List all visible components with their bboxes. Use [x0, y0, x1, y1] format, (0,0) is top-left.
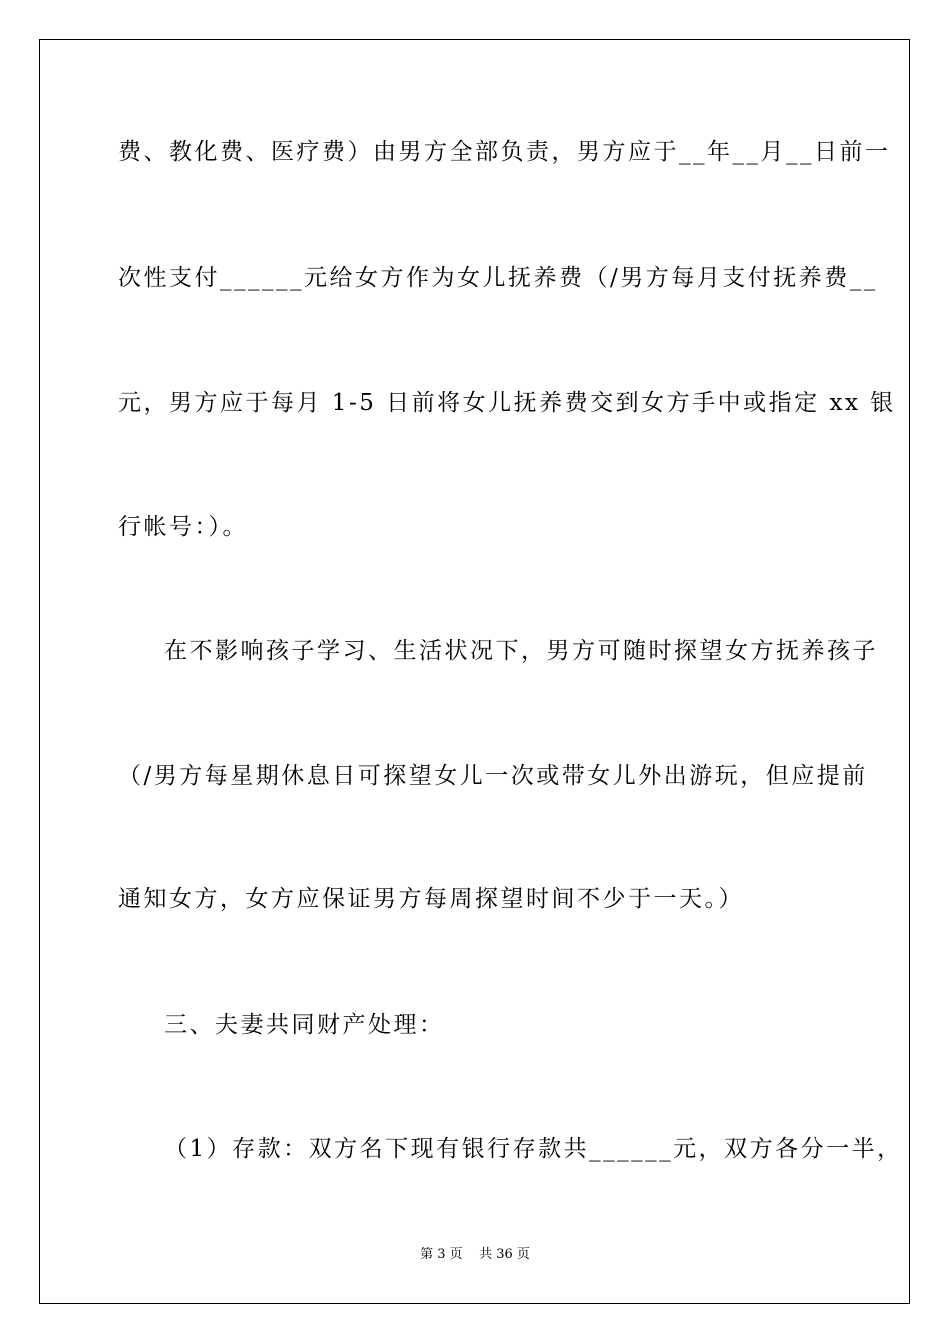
paragraph-line-3: 元，男方应于每月 1-5 日前将女儿抚养费交到女方手中或指定 xx 银: [118, 390, 896, 416]
paragraph-line-5: 在不影响孩子学习、生活状况下，男方可随时探望女方抚养孩子: [164, 638, 878, 664]
paragraph-line-2: 次性支付______元给女方作为女儿抚养费（/男方每月支付抚养费__: [118, 265, 878, 291]
page-number-footer: 第 3 页 共 36 页: [420, 1247, 530, 1262]
section-heading: 三、夫妻共同财产处理：: [164, 1012, 445, 1038]
paragraph-line-7: 通知女方，女方应保证男方每周探望时间不少于一天。）: [118, 886, 744, 912]
paragraph-line-1: 费、教化费、医疗费）由男方全部负责，男方应于__年__月__日前一: [118, 139, 891, 165]
page-border: [39, 39, 910, 1304]
paragraph-line-6: （/男方每星期休息日可探望女儿一次或带女儿外出游玩，但应提前: [118, 763, 868, 789]
paragraph-line-9: （1）存款：双方名下现有银行存款共______元，双方各分一半，: [164, 1136, 903, 1162]
paragraph-line-4: 行帐号：）。: [118, 514, 248, 540]
